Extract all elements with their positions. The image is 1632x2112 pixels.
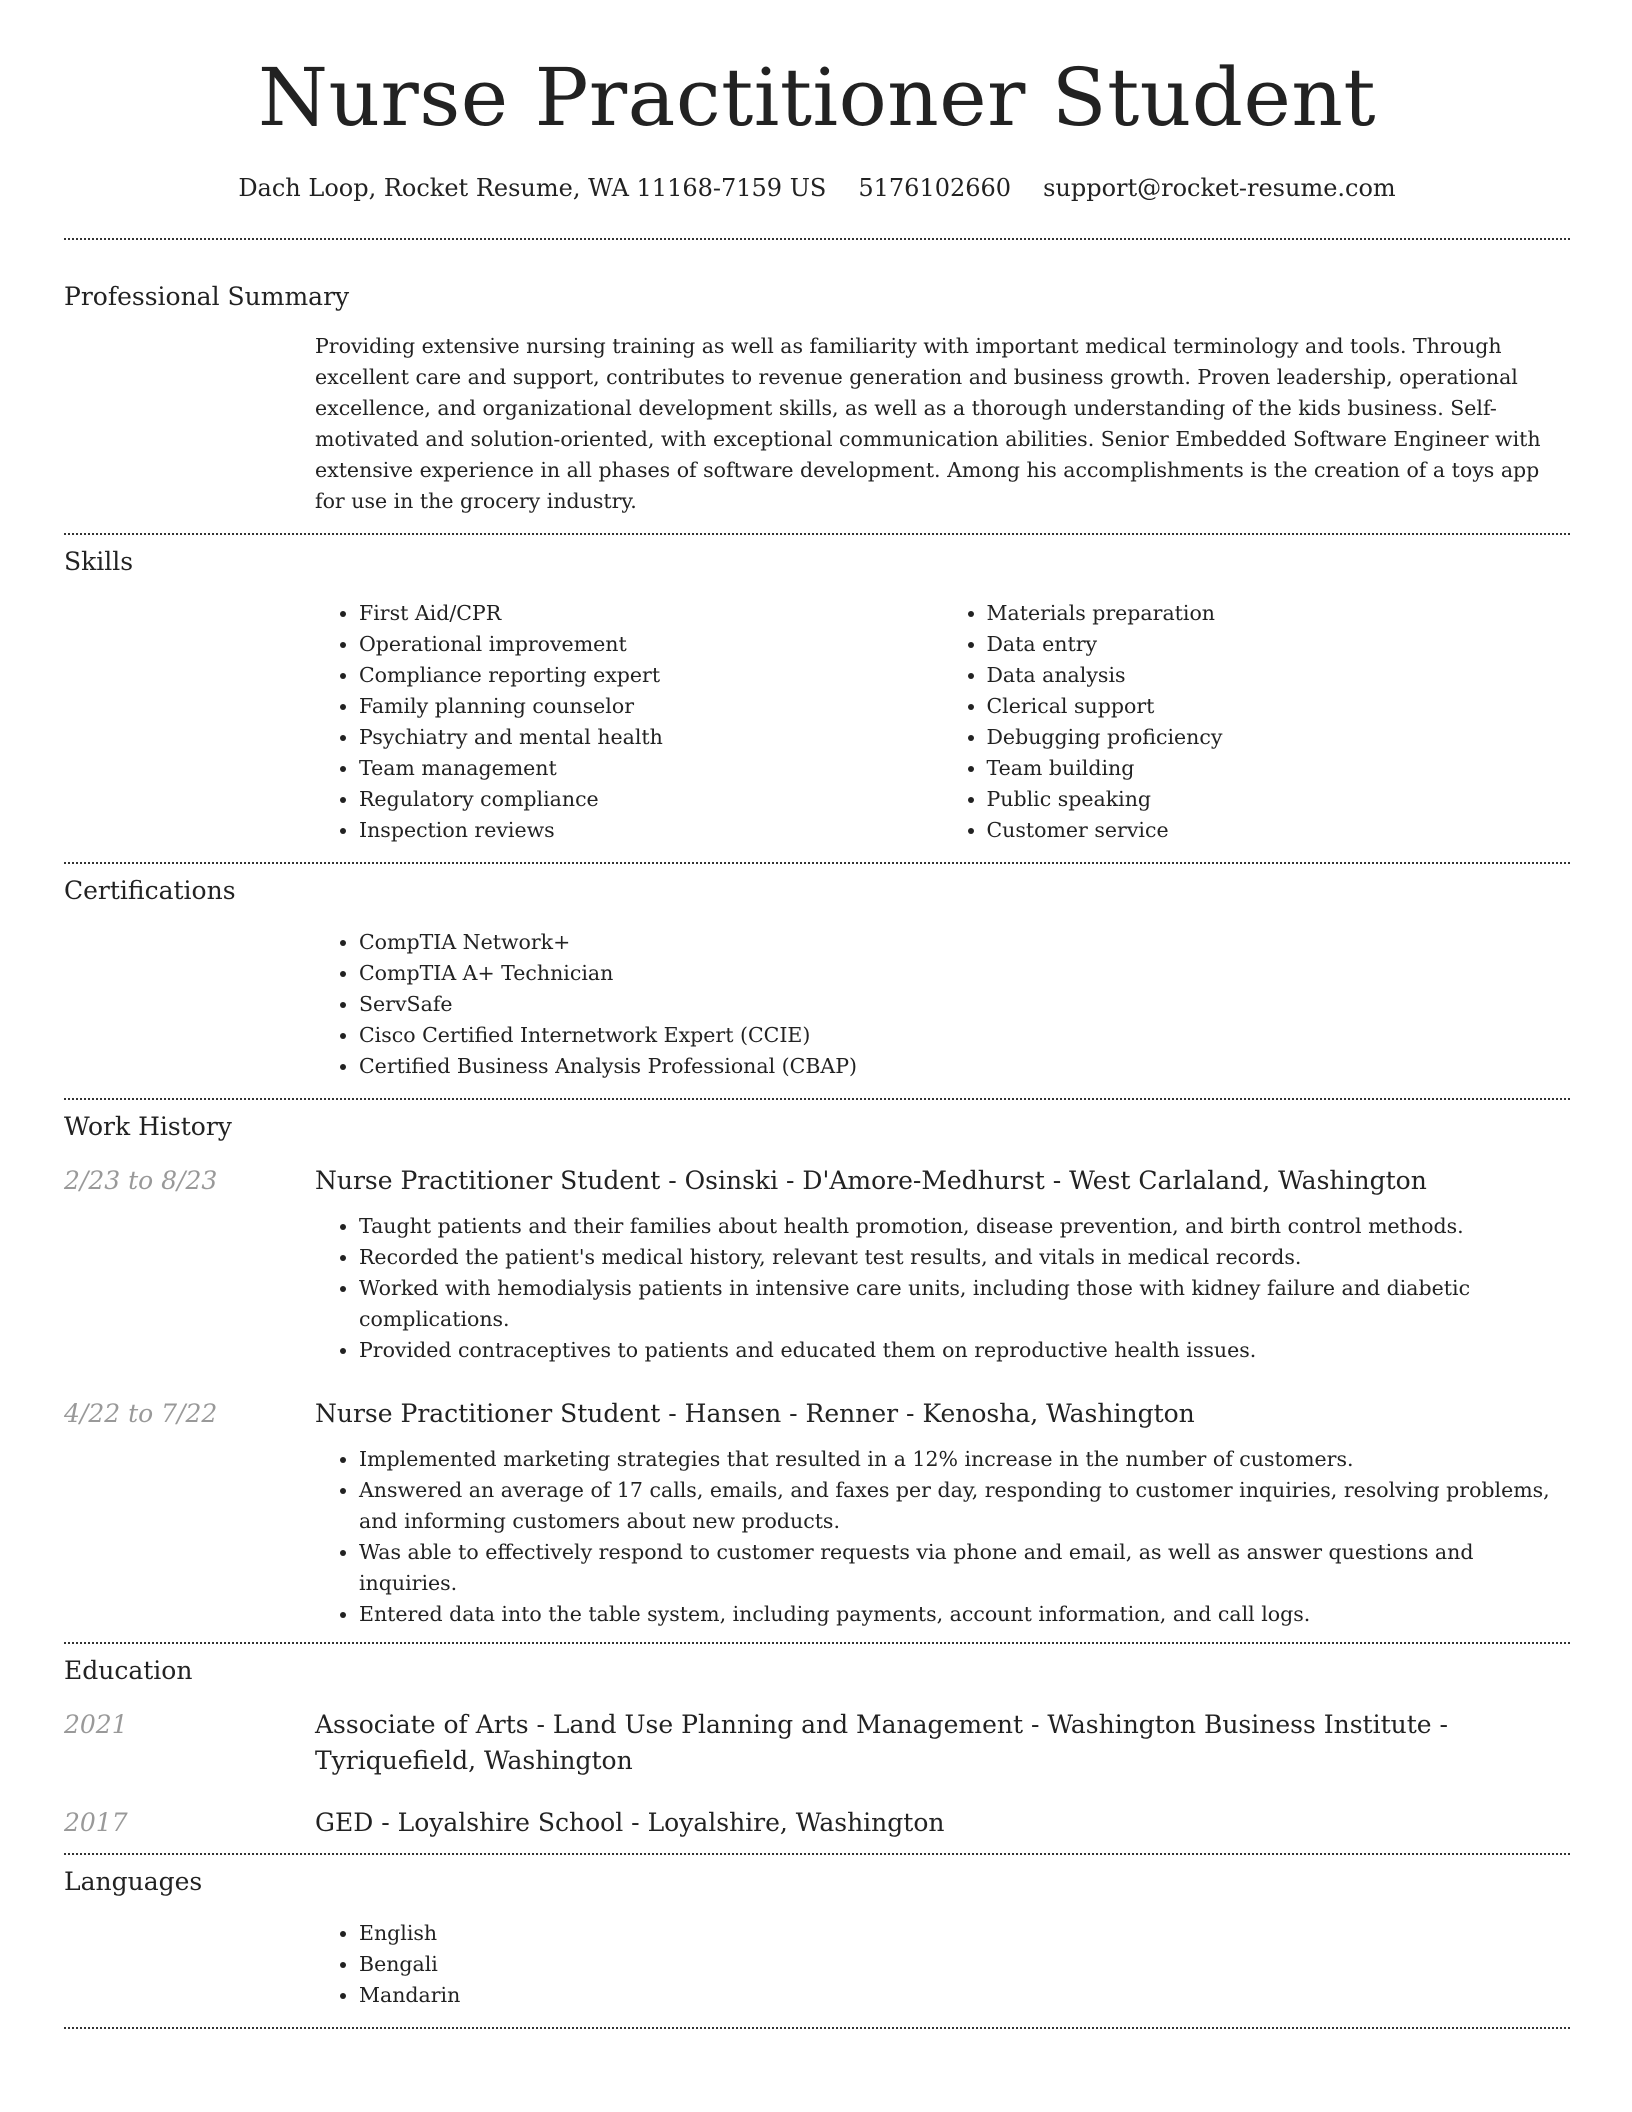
skills-list-right — [943, 598, 1571, 846]
job-bullet: • Taught patients and their families about health promotion, disease prevention, and birth control methods. — [359, 1211, 1570, 1242]
languages-title: Languages — [64, 1867, 203, 1896]
job-body — [315, 1396, 1570, 1630]
summary-text: Providing extensive nursing training as well as familiarity with important medical terminology and tools. Through excellent care and support, contributes to revenue generation and business growth. Proven leadership, operational excellence, and organizational development skills, as well as a thorough understanding of the kids business. Self-motivated and solution-oriented, with exceptional communication abilities. Senior Embedded Software Engineer with extensive experience in all phases of software development. Among his accomplishments is the creation of a toys app for use in the grocery industry. — [315, 334, 1541, 513]
certification-item: • Certified Business Analysis Professional (CBAP) — [359, 1051, 1570, 1082]
work-history-title: Work History — [64, 1112, 232, 1141]
section-divider — [64, 1853, 1570, 1855]
skill-item: • Operational improvement — [359, 629, 943, 660]
languages-content — [315, 1918, 1570, 2011]
job-dates: 4/22 to 7/22 — [64, 1399, 218, 1428]
job-bullet: • Worked with hemodialysis patients in intensive care units, including those with kidney failure and diabetic complications. — [359, 1273, 1570, 1335]
skills-content — [315, 598, 1570, 846]
skill-item: • First Aid/CPR — [359, 598, 943, 629]
education-heading: Associate of Arts - Land Use Planning and Management - Washington Business Institute - Tyriquefield, Washington — [315, 1710, 1448, 1775]
job-bullet: • Entered data into the table system, including payments, account information, and call logs. — [359, 1599, 1570, 1630]
skill-item: • Materials preparation — [987, 598, 1571, 629]
skill-item: • Data entry — [987, 629, 1571, 660]
skill-item: • Clerical support — [987, 691, 1571, 722]
job-bullets — [315, 1211, 1570, 1366]
education-year: 2021 — [64, 1710, 128, 1739]
skill-item: • Data analysis — [987, 660, 1571, 691]
section-divider — [64, 1642, 1570, 1644]
certification-item: • CompTIA Network+ — [359, 927, 1570, 958]
certifications-title: Certifications — [64, 876, 236, 905]
contact-line — [64, 174, 1570, 202]
languages-list — [315, 1918, 1570, 2011]
skill-item: • Family planning counselor — [359, 691, 943, 722]
skills-list-left — [315, 598, 943, 846]
skill-item: • Psychiatry and mental health — [359, 722, 943, 753]
education-section — [64, 1656, 1570, 1841]
education-entry — [64, 1805, 1570, 1841]
education-title: Education — [64, 1656, 193, 1685]
education-body — [315, 1707, 1570, 1779]
education-year: 2017 — [64, 1808, 128, 1837]
certification-item: • Cisco Certified Internetwork Expert (CCIE) — [359, 1020, 1570, 1051]
section-divider — [64, 862, 1570, 864]
certification-item: • ServSafe — [359, 989, 1570, 1020]
job-bullet: • Provided contraceptives to patients and educated them on reproductive health issues. — [359, 1335, 1570, 1366]
job-body — [315, 1163, 1570, 1366]
certifications-content — [315, 927, 1570, 1082]
education-entry — [64, 1707, 1570, 1779]
skills-title: Skills — [64, 547, 134, 576]
job-details — [315, 1444, 1570, 1630]
job-heading: Nurse Practitioner Student - Osinski - D'Amore-Medhurst - West Carlaland, Washington — [315, 1166, 1427, 1195]
skill-item: • Inspection reviews — [359, 815, 943, 846]
skill-item: • Public speaking — [987, 784, 1571, 815]
skill-item: • Debugging proficiency — [987, 722, 1571, 753]
section-divider — [64, 533, 1570, 535]
section-divider — [64, 1098, 1570, 1100]
skill-item: • Team management — [359, 753, 943, 784]
job-dates: 2/23 to 8/23 — [64, 1166, 218, 1195]
contact-address: Dach Loop, Rocket Resume, WA 11168-7159 US — [238, 174, 827, 202]
job-details — [315, 1211, 1570, 1366]
job-bullet: • Was able to effectively respond to customer requests via phone and email, as well as answer questions and inquiries. — [359, 1537, 1570, 1599]
job-bullet: • Implemented marketing strategies that resulted in a 12% increase in the number of customers. — [359, 1444, 1570, 1475]
skill-item: • Regulatory compliance — [359, 784, 943, 815]
summary-section — [64, 282, 1570, 517]
language-item: • Mandarin — [359, 1980, 1570, 2011]
job-bullet: • Answered an average of 17 calls, emails, and faxes per day, responding to customer inquiries, resolving problems, and informing customers about new products. — [359, 1475, 1570, 1537]
job-bullet: • Recorded the patient's medical history, relevant test results, and vitals in medical records. — [359, 1242, 1570, 1273]
summary-title: Professional Summary — [64, 282, 350, 311]
skill-item: • Compliance reporting expert — [359, 660, 943, 691]
languages-section — [64, 1867, 1570, 2011]
candidate-name: Nurse Practitioner Student — [257, 51, 1377, 144]
job-entry — [64, 1163, 1570, 1366]
skill-item: • Team building — [987, 753, 1571, 784]
language-item: • Bengali — [359, 1949, 1570, 1980]
job-bullets — [315, 1444, 1570, 1630]
job-heading: Nurse Practitioner Student - Hansen - Renner - Kenosha, Washington — [315, 1399, 1195, 1428]
skills-columns — [315, 598, 1570, 846]
resume-page — [64, 0, 1570, 2029]
work-history-section — [64, 1112, 1570, 1630]
skill-item: • Customer service — [987, 815, 1571, 846]
education-heading: GED - Loyalshire School - Loyalshire, Washington — [315, 1808, 945, 1837]
certification-item: • CompTIA A+ Technician — [359, 958, 1570, 989]
section-divider — [64, 2027, 1570, 2029]
education-body — [315, 1805, 1570, 1841]
skills-section — [64, 547, 1570, 846]
section-divider — [64, 238, 1570, 240]
language-item: • English — [359, 1918, 1570, 1949]
certifications-section — [64, 876, 1570, 1082]
job-entry — [64, 1396, 1570, 1630]
contact-phone: 5176102660 — [858, 174, 1012, 202]
certifications-list — [315, 927, 1570, 1082]
contact-email: support@rocket-resume.com — [1043, 174, 1396, 202]
